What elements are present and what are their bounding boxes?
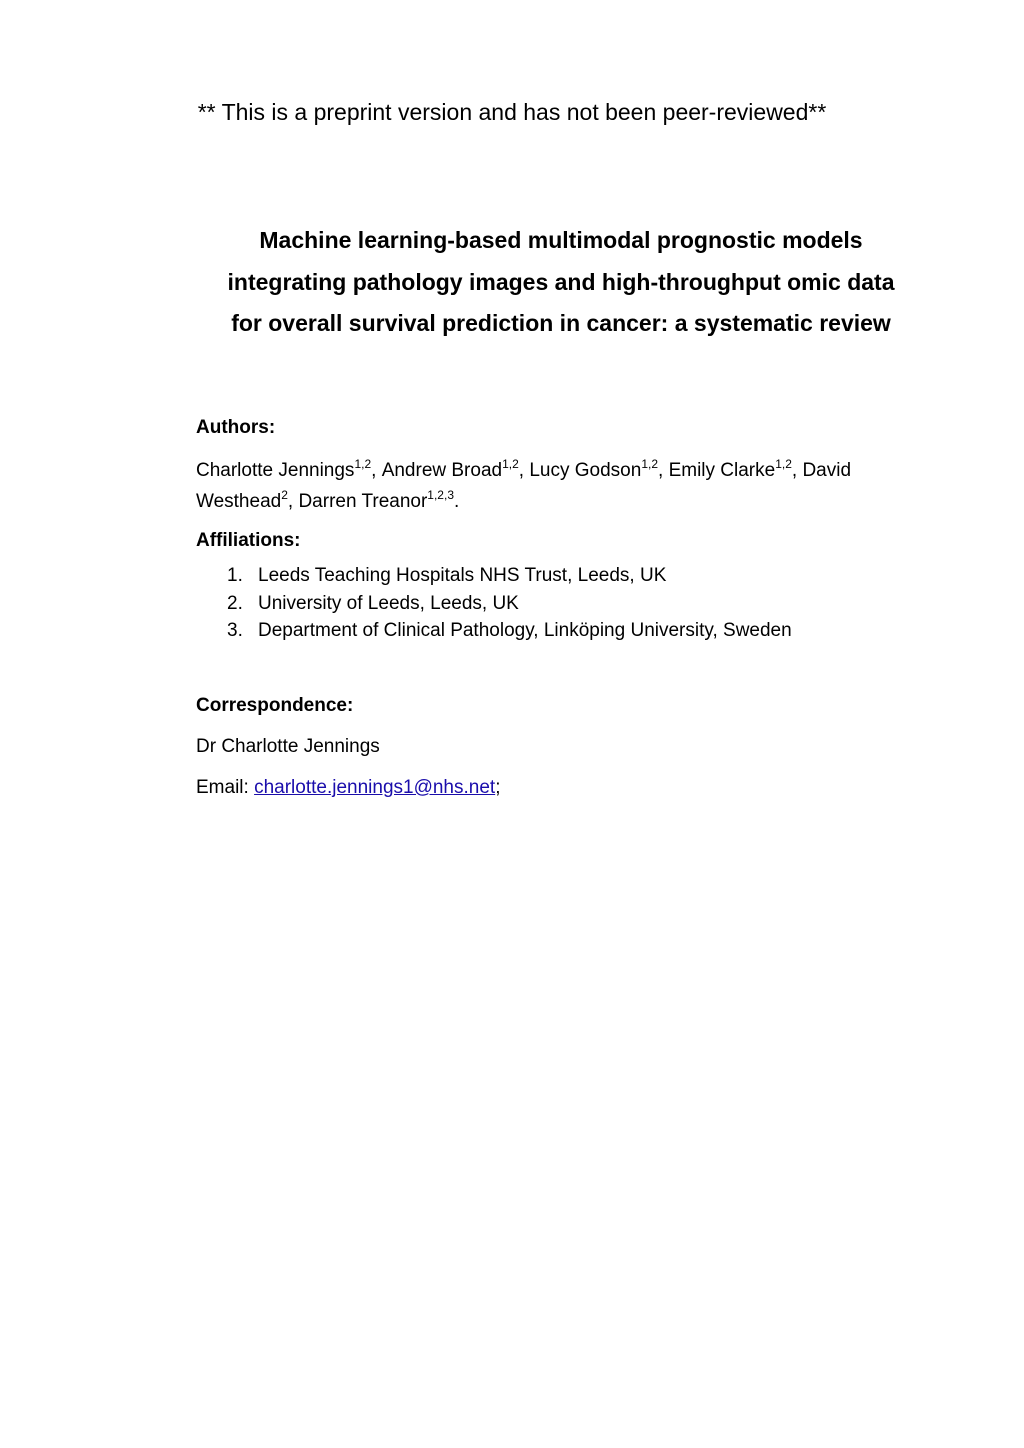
author <box>529 456 669 481</box>
author <box>196 456 382 481</box>
affiliation-list <box>196 562 926 645</box>
list-item <box>196 617 926 645</box>
affiliation-number: 1. <box>227 565 243 586</box>
author <box>298 487 460 512</box>
author-affiliation: 1,2,3 <box>427 487 454 502</box>
author-separator: , <box>658 460 669 481</box>
title-line: Machine learning-based multimodal prognostic models <box>259 227 863 253</box>
author-name: Darren Treanor <box>298 491 428 512</box>
affiliation-number: 2. <box>227 592 243 614</box>
correspondence-email <box>196 776 500 800</box>
author-separator: , <box>791 460 803 481</box>
author <box>668 456 803 481</box>
author-name: Lucy Godson <box>529 460 642 481</box>
email-link[interactable]: charlotte.jennings1@nhs.net <box>254 777 496 798</box>
author-separator: . <box>454 491 460 512</box>
author-list <box>196 455 926 517</box>
affiliation-text: Leeds Teaching Hospitals NHS Trust, Leeds, UK <box>258 565 667 586</box>
author <box>381 456 530 481</box>
email-suffix: ; <box>495 777 501 798</box>
affiliations-heading: Affiliations: <box>196 530 301 551</box>
author-affiliation: 1,2 <box>502 456 519 471</box>
title-line: integrating pathology images and high-throughput omic data <box>227 268 895 295</box>
author-name: Andrew Broad <box>381 460 503 481</box>
author-affiliation: 1,2 <box>641 456 658 471</box>
list-item <box>196 590 926 618</box>
paper-title <box>196 220 926 345</box>
author-name: Charlotte Jennings <box>196 460 355 481</box>
correspondence-heading: Correspondence: <box>196 695 354 716</box>
email-label: Email: <box>196 777 255 798</box>
author-name: David Westhead <box>196 460 852 512</box>
author-separator: , <box>287 491 299 512</box>
preprint-notice: ** This is a preprint version and has not been peer-reviewed** <box>197 99 827 125</box>
author-affiliation: 2 <box>281 487 288 502</box>
author-separator: , <box>371 460 382 481</box>
author-affiliation: 1,2 <box>775 456 792 471</box>
affiliation-text: University of Leeds, Leeds, UK <box>258 592 519 614</box>
affiliation-number: 3. <box>227 620 243 641</box>
list-item <box>196 562 926 590</box>
author-name: Emily Clarke <box>668 460 776 481</box>
author-separator: , <box>518 460 530 481</box>
title-line: for overall survival prediction in cancer: a systematic review <box>231 310 891 336</box>
correspondence-name: Dr Charlotte Jennings <box>196 736 380 757</box>
affiliation-text: Department of Clinical Pathology, Linköping University, Sweden <box>258 620 792 641</box>
authors-heading: Authors: <box>196 417 276 438</box>
author-affiliation: 1,2 <box>354 456 372 471</box>
